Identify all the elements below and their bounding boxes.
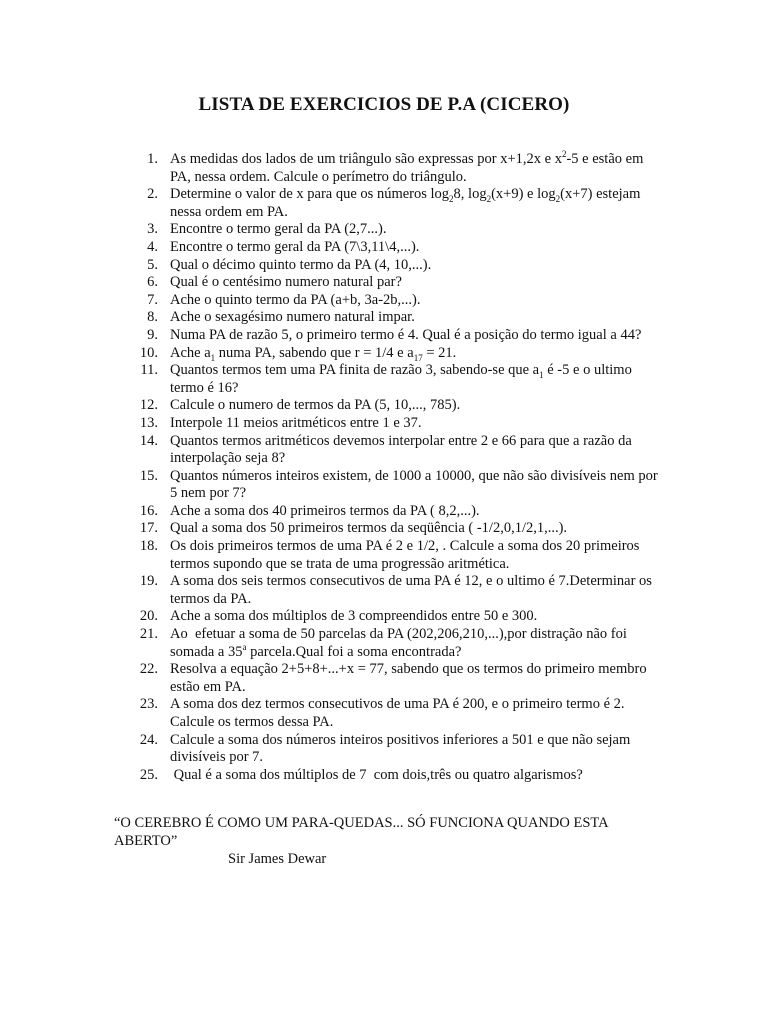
exercise-text: Quantos termos aritméticos devemos interpolar entre 2 e 66 para que a razão da interpolação seja 8?: [170, 432, 632, 467]
exercise-text: Qual o décimo quinto termo da PA (4, 10,...).: [170, 256, 432, 273]
exercise-number: 9.: [147, 326, 158, 343]
exercise-number: 8.: [147, 309, 158, 326]
exercise-item: [118, 257, 658, 275]
exercise-item: [118, 696, 658, 731]
exercise-item: [118, 362, 658, 397]
exercise-text: Numa PA de razão 5, o primeiro termo é 4. Qual é a posição do termo igual a 44?: [170, 326, 642, 343]
exercise-number: 23.: [139, 696, 158, 713]
exercise-number: 17.: [139, 520, 158, 537]
exercise-item: [118, 503, 658, 521]
quote: “O CEREBRO É COMO UM PARA-QUEDAS... SÓ FUNCIONA QUANDO ESTA ABERTO”: [114, 815, 608, 849]
exercise-item: [118, 292, 658, 310]
exercise-text: Ao efetuar a soma de 50 parcelas da PA (202,206,210,...),por distração não foi somada a 35$^a$ parcela.Qual foi a soma encontrada?: [170, 626, 627, 660]
exercise-item: [118, 433, 658, 468]
exercise-text: Ache o sexagésimo numero natural impar.: [170, 309, 415, 326]
exercise-number: 20.: [139, 608, 158, 625]
exercise-number: 18.: [139, 538, 158, 555]
exercise-number: 15.: [139, 467, 158, 484]
exercise-item: [118, 221, 658, 239]
exercise-item: [118, 626, 658, 661]
exercise-number: 16.: [139, 502, 158, 519]
page-title: LISTA DE EXERCICIOS DE P.A (CICERO): [198, 94, 570, 115]
exercise-text: Calcule a soma dos números inteiros positivos inferiores a 501 e que não sejam divisíveis por 7.: [170, 731, 631, 766]
exercise-text: Determine o valor de x para que os números $\log_28$, $\log_2(x+9)$ e $\log_2(x+7)$ estejam nessa ordem em PA.: [170, 186, 641, 220]
exercise-item: [118, 327, 658, 345]
exercise-number: 1.: [147, 151, 158, 167]
exercise-text: Qual é a soma dos múltiplos de 7 com dois,três ou quatro algarismos?: [170, 766, 583, 783]
exercise-text: Ache a soma dos 40 primeiros termos da PA ( 8,2,...).: [170, 502, 480, 519]
quote-author: Sir James Dewar: [228, 851, 327, 867]
exercise-item: [118, 151, 658, 186]
exercise-item: [118, 573, 658, 608]
exercise-number: 6.: [147, 274, 158, 291]
exercise-number: 5.: [147, 256, 158, 273]
exercise-text: As medidas dos lados de um triângulo são expressas por x+1,2x e $x^2-5$ e estão em PA, nessa ordem. Calcule o perímetro do triângulo.: [170, 149, 644, 185]
exercise-number: 21.: [139, 626, 158, 643]
exercise-text: Ache a soma dos múltiplos de 3 compreendidos entre 50 e 300.: [170, 608, 538, 625]
exercise-number: 11.: [140, 362, 158, 379]
exercise-text: Qual é o centésimo numero natural par?: [170, 274, 402, 291]
exercise-text: Quantos números inteiros existem, de 1000 a 10000, que não são divisíveis nem por 5 nem por 7?: [170, 467, 658, 502]
exercise-number: 22.: [139, 661, 158, 678]
exercise-item: [118, 520, 658, 538]
exercise-text: Os dois primeiros termos de uma PA é 2 e 1/2, . Calcule a soma dos 20 primeiros termos supondo que se trata de uma progressão aritmética.: [170, 538, 640, 572]
exercise-text: A soma dos seis termos consecutivos de uma PA é 12, e o ultimo é 7.Determinar os termos da PA.: [170, 573, 652, 607]
exercise-text: Resolva a equação 2+5+8+...+x = 77, sabendo que os termos do primeiro membro estão em PA.: [170, 661, 647, 695]
exercise-item: [118, 732, 658, 767]
exercise-item: [118, 608, 658, 626]
exercise-number: 24.: [139, 731, 158, 748]
exercise-item: [118, 397, 658, 415]
exercise-number: 25.: [139, 766, 158, 783]
exercise-text: Ache o quinto termo da PA (a+b, 3a-2b,...).: [170, 291, 421, 308]
exercise-text: Encontre o termo geral da PA (7\3,11\4,...).: [170, 238, 420, 255]
exercise-text: Ache $a_1$ numa PA, sabendo que r = 1/4 e $a_{17} = 21$.: [170, 344, 457, 363]
exercise-number: 3.: [147, 221, 158, 238]
exercise-list: [118, 151, 658, 784]
exercise-number: 14.: [139, 432, 158, 449]
exercise-item: [118, 538, 658, 573]
exercise-item: [118, 661, 658, 696]
exercise-item: [118, 239, 658, 257]
exercise-number: 2.: [147, 186, 158, 203]
exercise-item: [118, 274, 658, 292]
exercise-number: 13.: [139, 414, 158, 431]
exercise-text: Interpole 11 meios aritméticos entre 1 e 37.: [170, 414, 422, 431]
exercise-item: [118, 345, 658, 363]
exercise-item: [118, 309, 658, 327]
exercise-number: 10.: [139, 344, 158, 361]
exercise-text: Encontre o termo geral da PA (2,7...).: [170, 221, 387, 238]
exercise-item: [118, 415, 658, 433]
exercise-item: [118, 186, 658, 221]
exercise-text: Qual a soma dos 50 primeiros termos da seqüência ( -1/2,0,1/2,1,...).: [170, 520, 568, 537]
exercise-text: Quantos termos tem uma PA finita de razão 3, sabendo-se que $a_1$ é -5 e o ultimo termo é 16?: [170, 362, 632, 396]
exercise-number: 4.: [147, 238, 158, 255]
exercise-text: A soma dos dez termos consecutivos de uma PA é 200, e o primeiro termo é 2. Calcule os termos dessa PA.: [170, 696, 625, 730]
exercise-text: Calcule o numero de termos da PA (5, 10,..., 785).: [170, 397, 461, 414]
exercise-item: [118, 767, 658, 785]
exercise-number: 19.: [139, 573, 158, 590]
exercise-number: 12.: [139, 397, 158, 414]
exercise-item: [118, 468, 658, 503]
exercise-number: 7.: [147, 291, 158, 308]
